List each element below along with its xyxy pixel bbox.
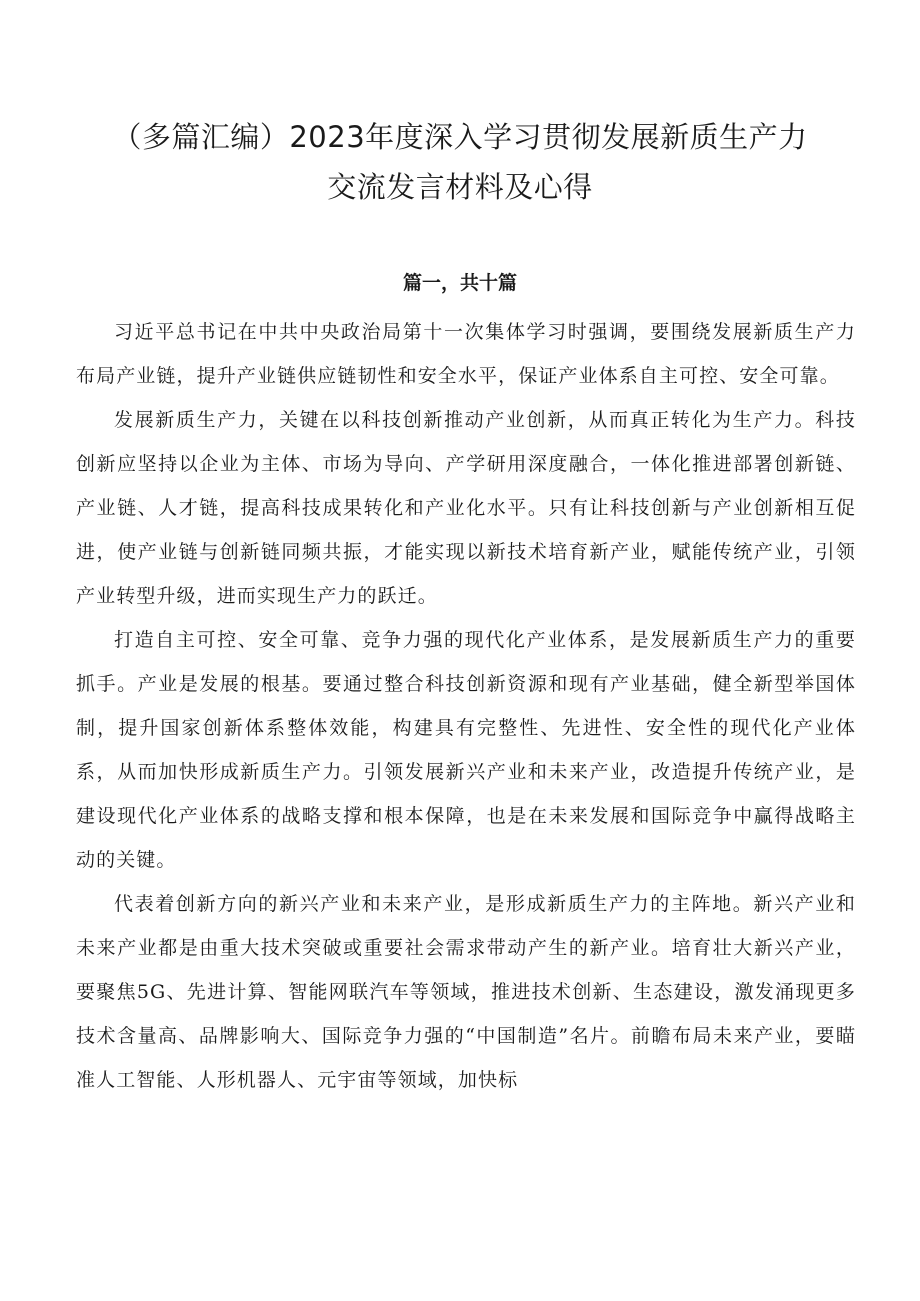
paragraph-2: 发展新质生产力，关键在以科技创新推动产业创新，从而真正转化为生产力。科技创新应坚持以企业为主体、市场为导向、产学研用深度融合，一体化推进部署创新链、产业链、人才链，提高科技成果转化和产业化水平。只有让科技创新与产业创新相互促进，使产业链与创新链同频共振，才能实现以新技术培育新产业，赋能传统产业，引领产业转型升级，进而实现生产力的跃迁。 — [76, 409, 856, 607]
document-title-line-1: （多篇汇编）2023年度深入学习贯彻发展新质生产力 — [112, 120, 808, 154]
document-title-line-2: 交流发言材料及心得 — [327, 170, 593, 204]
document-body — [76, 310, 856, 1102]
paragraph-1: 习近平总书记在中共中央政治局第十一次集体学习时强调，要围绕发展新质生产力布局产业链，提升产业链供应链韧性和安全水平，保证产业体系自主可控、安全可靠。 — [76, 321, 856, 387]
paragraph-4: 代表着创新方向的新兴产业和未来产业，是形成新质生产力的主阵地。新兴产业和未来产业都是由重大技术突破或重要社会需求带动产生的新产业。培育壮大新兴产业，要聚焦5G、先进计算、智能网联汽车等领域，推进技术创新、生态建设，激发涌现更多技术含量高、品牌影响大、国际竞争力强的“中国制造”名片。前瞻布局未来产业，要瞄准人工智能、人形机器人、元宇宙等领域，加快标 — [76, 893, 856, 1091]
document-title — [60, 112, 860, 212]
paragraph-3: 打造自主可控、安全可靠、竞争力强的现代化产业体系，是发展新质生产力的重要抓手。产业是发展的根基。要通过整合科技创新资源和现有产业基础，健全新型举国体制，提升国家创新体系整体效能，构建具有完整性、先进性、安全性的现代化产业体系，从而加快形成新质生产力。引领发展新兴产业和未来产业，改造提升传统产业，是建设现代化产业体系的战略支撑和根本保障，也是在未来发展和国际竞争中赢得战略主动的关键。 — [76, 629, 856, 871]
section-heading: 篇一，共十篇 — [402, 272, 517, 294]
